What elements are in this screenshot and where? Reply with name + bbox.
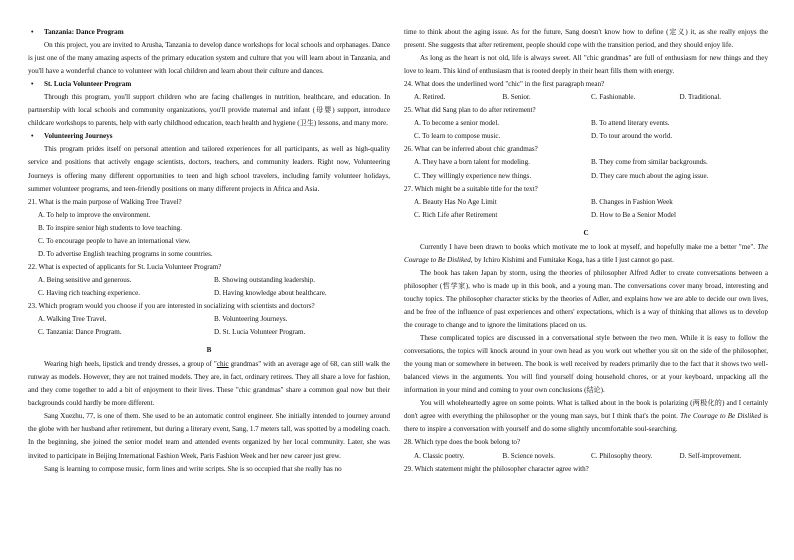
- option: B. Senior.: [502, 93, 531, 102]
- stlucia-title: • St. Lucia Volunteer Program: [28, 78, 390, 91]
- question-23-options: [28, 313, 390, 339]
- option: D. Having knowledge about healthcare.: [214, 288, 327, 297]
- option: B. To attend literary events.: [591, 119, 670, 128]
- question-22-options: [28, 274, 390, 300]
- question-28: 28. Which type does the book belong to?: [404, 438, 521, 447]
- option: C. Tanzania: Dance Program.: [38, 328, 122, 337]
- option: C. Philosophy theory.: [591, 451, 653, 460]
- option: B. Volunteering Journeys.: [214, 315, 288, 324]
- question-25-options: [404, 117, 768, 143]
- left-column: [28, 26, 390, 476]
- option: D. To tour around the world.: [591, 132, 673, 141]
- book-title: The Courage to Be Disliked: [404, 242, 768, 264]
- question-26-options: [404, 156, 768, 182]
- question-24-options: [404, 91, 768, 104]
- right-column: [404, 26, 768, 476]
- option: B. Changes in Fashion Week: [591, 197, 673, 206]
- section-b-heading: B: [206, 346, 212, 355]
- option: D. Traditional.: [679, 93, 722, 102]
- question-27-options: [404, 196, 768, 222]
- book-title: The Courage to Be Disliked: [680, 412, 762, 421]
- question-21-options: [28, 209, 390, 261]
- option: C. Rich Life after Retirement: [414, 210, 498, 219]
- option: A. Walking Tree Travel.: [38, 315, 107, 324]
- text-span: Currently I have been drawn to books which motivate me to look at myself, and hopefully make me a better "me".: [420, 242, 758, 251]
- option: A. Beauty Has No Age Limit: [414, 197, 497, 206]
- option: B. To inspire senior high students to love teaching.: [38, 223, 182, 232]
- tanzania-title: • Tanzania: Dance Program: [28, 26, 390, 39]
- option: D. To advertise English teaching programs in some countries.: [38, 249, 213, 258]
- section-c-heading: C: [583, 228, 589, 237]
- question-21: 21. What is the main purpose of Walking Tree Travel?: [28, 197, 182, 206]
- b-paragraph-2: Sang Xuezhu, 77, is one of them. She used to be an automatic control engineer. She initially intended to journey around the globe with her husband after retirement, but during a literary event, Sang, 1.7 meters tall, was spotted by a modeling coach. In the beginning, she joined the senior model team and attended events organized by her local community. Later, she was invited to participate in Beijing International Fashion Week, Paris Fashion Week and her new career just grew.: [28, 412, 390, 460]
- option: A. To help to improve the environment.: [38, 210, 151, 219]
- question-27: 27. Which might be a suitable title for the text?: [404, 184, 538, 193]
- option: B. They come from similar backgrounds.: [591, 158, 708, 167]
- c-paragraph-3: These complicated topics are discussed in a conversational style between the two men. While it is easy to follow the conversations, the topics will knock around in your own head as you work out whether you sit on the side of the philosopher, the young man or somewhere in between. The book is well received by readers primarily due to the fact that it shows two well-balanced views in the arguments. You will find yourself doing household chores, or at your keyboard, unpacking all the information in your mind and coming to your own conclusions (结论).: [404, 334, 768, 395]
- b-paragraph-1: [28, 358, 390, 410]
- option: C. Having rich teaching experience.: [38, 288, 141, 297]
- option: A. Retired.: [414, 93, 446, 102]
- text-span: Wearing high heels, lipstick and trendy dresses, a group of ": [44, 360, 217, 369]
- tanzania-paragraph: On this project, you are invited to Arusha, Tanzania to develop dance workshops for local schools and orphanages. Dance is just one of the many amazing aspects of the primary education system and culture that you will learn about in Tanzania, and you'll have a wonderful chance to volunteer with local children and learn about their culture and dances.: [28, 41, 390, 76]
- option: A. To become a senior model.: [414, 119, 500, 128]
- b-paragraph-3: Sang is learning to compose music, form lines and write scripts. She is so occupied that she really has no: [44, 464, 342, 473]
- option: A. Being sensitive and generous.: [38, 275, 132, 284]
- chic-underlined-word: chic: [216, 360, 229, 369]
- text-span: , by Ichiro Kishimi and Fumitake Koga, has a title I just cannot go past.: [470, 255, 674, 264]
- text-span: You will wholeheartedly agree on some points. What is talked about in the book is polarizing (两极化的) and I certainly don't agree with everything the philosopher or the young man says, but I think that's the point.: [404, 399, 768, 421]
- b-paragraph-3-continued: time to think about the aging issue. As for the future, Sang doesn't know how to define (定义) it, as she really enjoys the present. She suggests that after retirement, people should cope with the transition period, and they should enjoy life.: [404, 28, 768, 50]
- question-23: 23. Which program would you choose if you are interested in socializing with scientists and doctors?: [28, 301, 315, 310]
- c-paragraph-1: [404, 241, 768, 267]
- option: D. How to Be a Senior Model: [591, 210, 676, 219]
- question-22: 22. What is expected of applicants for St. Lucia Volunteer Program?: [28, 262, 222, 271]
- question-26: 26. What can be inferred about chic grandmas?: [404, 145, 538, 154]
- option: D. They care much about the aging issue.: [591, 171, 709, 180]
- option: A. Classic poetry.: [414, 451, 465, 460]
- volunteering-journeys-title: • Volunteering Journeys: [28, 130, 390, 143]
- c-paragraph-2: The book has taken Japan by storm, using the theories of philosopher Alfred Adler to create conversations between a philosopher (哲学家), who is made up in this book, and a young man. The conversations cover many broad, interesting and touchy topics. The philosopher character sticks by the theories of Adler, and explains how we are able to decide our own lives, and be free of the influence of past experiences and others' expectations, which is a way of thinking that allows us to develop the courage to change and to ignore the limitations placed on us.: [404, 268, 768, 330]
- option: C. To encourage people to have an international view.: [38, 236, 191, 245]
- option: D. St. Lucia Volunteer Program.: [214, 328, 306, 337]
- option: B. Science novels.: [502, 451, 555, 460]
- option: C. Fashionable.: [591, 93, 636, 102]
- text-span: grandmas" with an average age of 68, can still walk the runway as models. However, they are not trained models. They are, in fact, ordinary retirees. They all share a love for fashion, and they come together to add a bit of enjoyment to their lives. These "chic grandmas" share a common goal now but their backgrounds could hardly be more different.: [28, 360, 391, 408]
- option: B. Showing outstanding leadership.: [214, 275, 316, 284]
- option: A. They have a born talent for modeling.: [414, 158, 530, 167]
- stlucia-paragraph: Through this program, you'll support children who are facing challenges in nutrition, healthcare, and education. In partnership with local schools and community organizations, you'll provide maternal and infant (母婴) support, introduce childcare workshops to parents, help with early childhood education, teach health and hygiene (卫生) lessons, and many more.: [28, 93, 390, 128]
- option: D. Self-improvement.: [679, 451, 742, 460]
- question-25: 25. What did Sang plan to do after retirement?: [404, 106, 536, 115]
- option: C. To learn to compose music.: [414, 132, 501, 141]
- text-span: is there to inspire a conversation with yourself and do some slightly uncomfortable soul-searching.: [404, 412, 769, 434]
- volunteering-journeys-paragraph: This program prides itself on personal attention and tailored experiences for all participants, as well as high-quality service and positions that actively engage scientists, doctors, teachers, and community leaders. Right now, Volunteering Journeys is offering many different opportunities to teen and high school travelers, including family volunteer holidays, summer volunteer programs, and teen-friendly positions on many different projects in Africa and Asia.: [28, 145, 390, 193]
- question-24: 24. What does the underlined word "chic" in the first paragraph mean?: [404, 80, 605, 89]
- question-28-options: [404, 450, 768, 463]
- option: C. They willingly experience new things.: [414, 171, 532, 180]
- c-paragraph-4: [404, 397, 768, 436]
- question-29: 29. Which statement might the philosopher character agree with?: [404, 464, 589, 473]
- b-paragraph-4: As long as the heart is not old, life is always sweet. All "chic grandmas" are full of enthusiasm for new things and they love to learn. This kind of enthusiasm that is rooted deeply in their heart fills them with energy.: [404, 54, 768, 76]
